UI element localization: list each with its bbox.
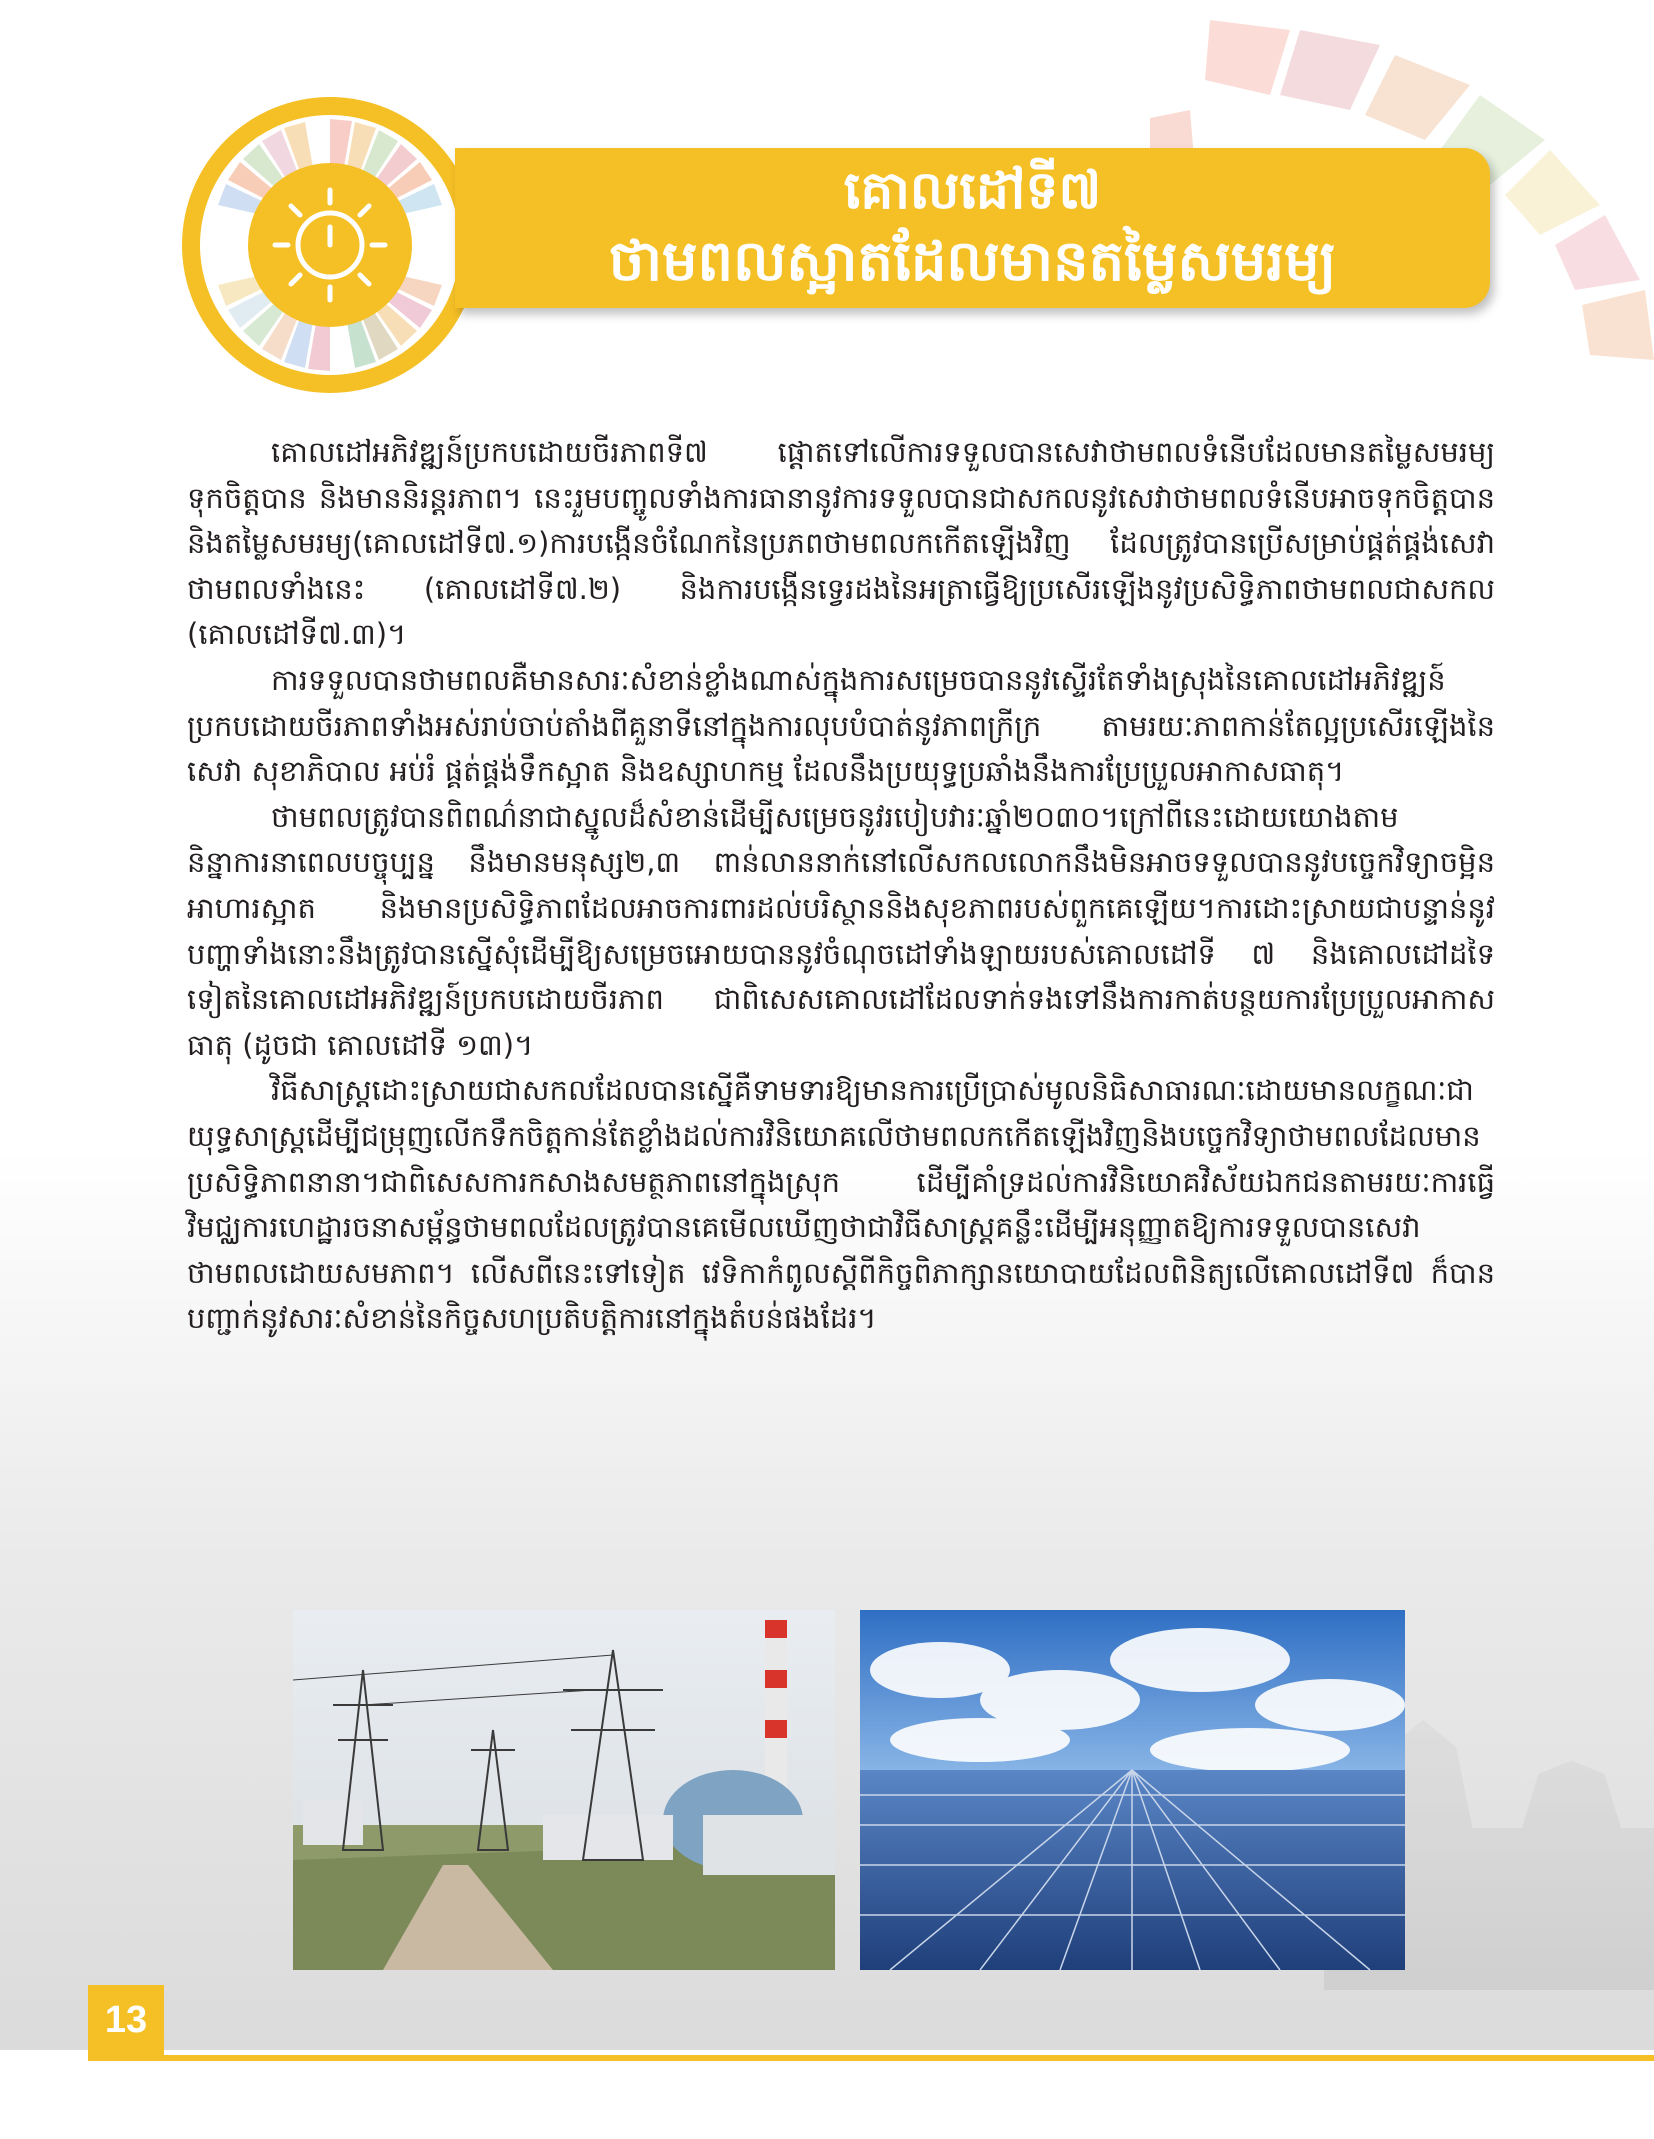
page-title-goal-number: គោលដៅទី៧ [843, 161, 1102, 221]
paragraph: វិធីសាស្ត្រដោះស្រាយជាសកលដែលបានស្នើគឺទាមទារឱ្យមានការប្រើប្រាស់មូលនិធិសាធារណៈដោយមានលក្ខណៈជាយុទ្ធសាស្ត្រដើម្បីជម្រុញលើកទឹកចិត្តកាន់តែខ្លាំងដល់ការវិនិយោគលើថាមពលកកើតឡើងវិញនិងបច្ចេកវិទ្យាថាមពលដែលមានប្រសិទ្ធិភាពនានា។ជាពិសេសការកសាងសមត្ថភាពនៅក្នុងស្រុក ដើម្បីគាំទ្រដល់ការវិនិយោគវិស័យឯកជនតាមរយៈការធ្វើវិមជ្ឈការហេដ្ឋារចនាសម្ព័ន្ធថាមពលដែលត្រូវបានគេមើលឃើញថាជាវិធីសាស្ត្រគន្លឹះដើម្បីអនុញ្ញាតឱ្យការទទួលបានសេវាថាមពលដោយសមភាព។ លើសពីនេះទៅទៀត វេទិកាកំពូលស្តីពីកិច្ចពិភាក្សានយោបាយដែលពិនិត្យលើគោលដៅទី៧ ក៏បានបញ្ជាក់នូវសារៈសំខាន់នៃកិច្ចសហប្រតិបត្តិការនៅក្នុងតំបន់ផងដែរ។ [187, 1073, 1495, 1336]
page-number-badge [88, 1985, 164, 2061]
header-banner [455, 148, 1490, 308]
solar-panels-photo [860, 1610, 1405, 1970]
paragraph: ថាមពលត្រូវបានពិពណ៌នាជាស្នូលដ៏សំខាន់ដើម្បីសម្រេចនូវរបៀបវារៈឆ្នាំ២០៣០។ក្រៅពីនេះដោយយោងតាមនិន្នាការនាពេលបច្ចុប្បន្ន នឹងមានមនុស្ស២,៣ ពាន់លាននាក់នៅលើសកលលោកនឹងមិនអាចទទួលបាននូវបច្ចេកវិទ្យាចម្អិនអាហារស្អាត និងមានប្រសិទ្ធិភាពដែលអាចការពារដល់បរិស្ថាននិងសុខភាពរបស់ពួកគេឡើយ។ការដោះស្រាយជាបន្ទាន់នូវបញ្ហាទាំងនោះនឹងត្រូវបានស្នើសុំដើម្បីឱ្យសម្រេចអោយបាននូវចំណុចដៅទាំងឡាយរបស់គោលដៅទី ៧ និងគោលដៅដទៃទៀតនៃគោលដៅអភិវឌ្ឍន៍ប្រកបដោយចីរភាព ជាពិសេសគោលដៅដែលទាក់ទងទៅនឹងការកាត់បន្ថយការប្រែប្រួលអាកាសធាតុ (ដូចជា គោលដៅទី ១៣)។ [187, 799, 1495, 1062]
paragraph: គោលដៅអភិវឌ្ឍន៍ប្រកបដោយចីរភាពទី៧ ផ្តោតទៅលើការទទួលបានសេវាថាមពលទំនើបដែលមានតម្លៃសមរម្យ ទុកចិត្តបាន និងមាននិរន្តរភាព។ នេះរួមបញ្ចូលទាំងការធានានូវការទទួលបានជាសកលនូវសេវាថាមពលទំនើបអាចទុកចិត្តបាននិងតម្លៃសមរម្យ(គោលដៅទី៧.១)ការបង្កើនចំណែកនៃប្រភពថាមពលកកើតឡើងវិញ ដែលត្រូវបានប្រើសម្រាប់ផ្គត់ផ្គង់សេវាថាមពលទាំងនេះ (គោលដៅទី៧.២) និងការបង្កើនទ្វេរដងនៃអត្រាធ្វើឱ្យប្រសើរឡើងនូវប្រសិទ្ធិភាពថាមពលជាសកល (គោលដៅទី៧.៣)។ [187, 435, 1495, 652]
sdg7-wheel-icon [180, 95, 480, 395]
article-body [187, 430, 1495, 1342]
page-title-goal-name: ថាមពលស្អាតដែលមានតម្លៃសមរម្យ [608, 229, 1337, 294]
footer-rule [164, 2055, 1654, 2061]
page-number: 13 [104, 1999, 148, 2041]
power-plant-photo [293, 1610, 835, 1970]
paragraph: ការទទួលបានថាមពលគឺមានសារៈសំខាន់ខ្លាំងណាស់ក្នុងការសម្រេចបាននូវស្ទើរតែទាំងស្រុងនៃគោលដៅអភិវឌ្ឍន៍ប្រកបដោយចីរភាពទាំងអស់រាប់ចាប់តាំងពីគួនាទីនៅក្នុងការលុបបំបាត់នូវភាពក្រីក្រ តាមរយៈភាពកាន់តែល្អប្រសើរឡើងនៃសេវា សុខាភិបាល អប់រំ ផ្គត់ផ្គង់ទឹកស្អាត និងឧស្សាហកម្ម ដែលនឹងប្រយុទ្ធប្រឆាំងនឹងការប្រែប្រួលអាកាសធាតុ។ [187, 662, 1495, 789]
